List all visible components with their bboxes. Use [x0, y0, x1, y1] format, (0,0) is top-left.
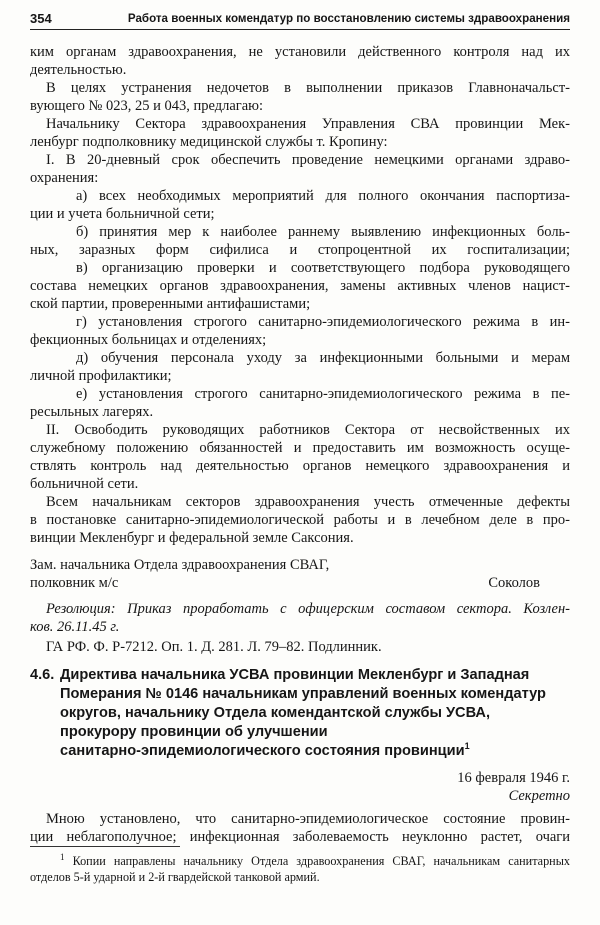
paragraph-line: В целях устранения недочетов в выполнении приказов Главноначальст- — [46, 80, 570, 96]
paragraph-line: I. В 20-дневный срок обеспечить проведение немецкими органами здраво- — [46, 152, 570, 168]
list-item-line: в) организацию проверки и соответствующего подбора руководящего — [76, 260, 570, 276]
list-item-line: ресыльных лагерях. — [30, 404, 154, 420]
resolution-label: Резолюция: — [46, 601, 116, 617]
paragraph-line: ции неблагополучное; инфекционная заболеваемость неуклонно растет, очаги — [30, 829, 570, 845]
paragraph-line: охранения: — [30, 170, 99, 186]
section-number: 4.6. — [30, 667, 55, 683]
paragraph-line: II. Освободить руководящих работников Сектора от несвойственных их — [46, 422, 570, 438]
document-date: 16 февраля 1946 г. — [457, 770, 570, 786]
list-item-line: б) принятия мер к наиболее раннему выявлению инфекционных боль- — [76, 224, 570, 240]
page-number: 354 — [30, 11, 52, 26]
paragraph-line: Всем начальникам секторов здравоохранения учесть отмеченные дефекты — [46, 494, 570, 510]
signature-rank: полковник м/с — [30, 575, 119, 591]
footnote-line: отделов 5-й ударной и 2-й гвардейской танковой армий. — [30, 870, 320, 884]
list-item-line: е) установления строгого санитарно-эпидемиологического режима в пе- — [76, 386, 570, 402]
footnote-text: Копии направлены начальнику Отдела здравоохранения СВАГ, начальникам санитарных — [64, 854, 570, 868]
footnote-ref: 1 — [464, 741, 470, 752]
classification-mark: Секретно — [508, 788, 570, 804]
section-heading-line: прокурору провинции об улучшении — [60, 724, 328, 740]
heading-text: санитарно-эпидемиологического состояния провинции — [60, 743, 465, 759]
signature-name: Соколов — [488, 575, 540, 591]
running-title: Работа военных комендатур по восстановлению системы здравоохранения — [127, 12, 570, 25]
section-heading-line — [60, 742, 570, 764]
resolution-line: ков. 26.11.45 г. — [30, 619, 120, 635]
paragraph-line: Начальнику Сектора здравоохранения Управления СВА провинции Мек- — [46, 116, 570, 132]
section-heading-line: Померания № 0146 начальникам управлений военных комендатур — [60, 686, 546, 702]
archive-reference: ГА РФ. Ф. Р-7212. Оп. 1. Д. 281. Л. 79–82. Подлинник. — [46, 639, 382, 655]
signature-line — [30, 574, 570, 596]
paragraph-line: ствлять контроль над деятельностью органов немецкого здравоохранения и — [30, 458, 570, 474]
paragraph-line: ленбург подполковнику медицинской службы т. Кропину: — [30, 134, 388, 150]
paragraph-line: Мною установлено, что санитарно-эпидемиологическое состояние провин- — [46, 811, 570, 827]
heading-text: Директива начальника УСВА провинции Мекленбург и Западная — [60, 667, 530, 683]
paragraph-line: вующего № 023, 25 и 043, предлагаю: — [30, 98, 264, 114]
footnote-divider — [30, 846, 180, 847]
list-item-line: личной профилактики; — [30, 368, 172, 384]
list-item-line: фекционных больницах и отделениях; — [30, 332, 267, 348]
paragraph-line: служебному положению обязанностей и предоставить им возможность осуще- — [30, 440, 570, 456]
list-item-line: а) всех необходимых мероприятий для полного окончания паспортиза- — [76, 188, 570, 204]
footnote-marker: 1 — [60, 851, 65, 862]
list-item-line: состава немецких органов здравоохранения, замены активных членов нацист- — [30, 278, 570, 294]
list-item-line: ции и учета больничной сети; — [30, 206, 215, 222]
list-item-line: д) обучения персонала уходу за инфекционными больными и мерам — [76, 350, 570, 366]
paragraph-line: ким органам здравоохранения, не установили действенного контроля над их — [30, 44, 570, 60]
list-item-line: г) установления строгого санитарно-эпидемиологического режима в ин- — [76, 314, 570, 330]
resolution-text: Приказ проработать с офицерским составом сектора. Козлен- — [115, 601, 570, 617]
paragraph-line: винции Мекленбург и федеральной земле Саксония. — [30, 530, 354, 546]
list-item-line: ской партии, проверенными антифашистами; — [30, 296, 311, 312]
section-heading-line: округов, начальнику Отдела комендантской службы УСВА, — [60, 705, 490, 721]
running-header — [30, 9, 570, 30]
list-item-line: ных, заразных форм сифилиса и стопроцентной их госпитализации; — [30, 242, 570, 258]
signature-title: Зам. начальника Отдела здравоохранения СВАГ, — [30, 557, 330, 573]
paragraph-line: деятельностью. — [30, 62, 127, 78]
paragraph-line: в постановке санитарно-эпидемиологической работы и в лечебном деле в про- — [30, 512, 570, 528]
paragraph-line: больничной сети. — [30, 476, 139, 492]
